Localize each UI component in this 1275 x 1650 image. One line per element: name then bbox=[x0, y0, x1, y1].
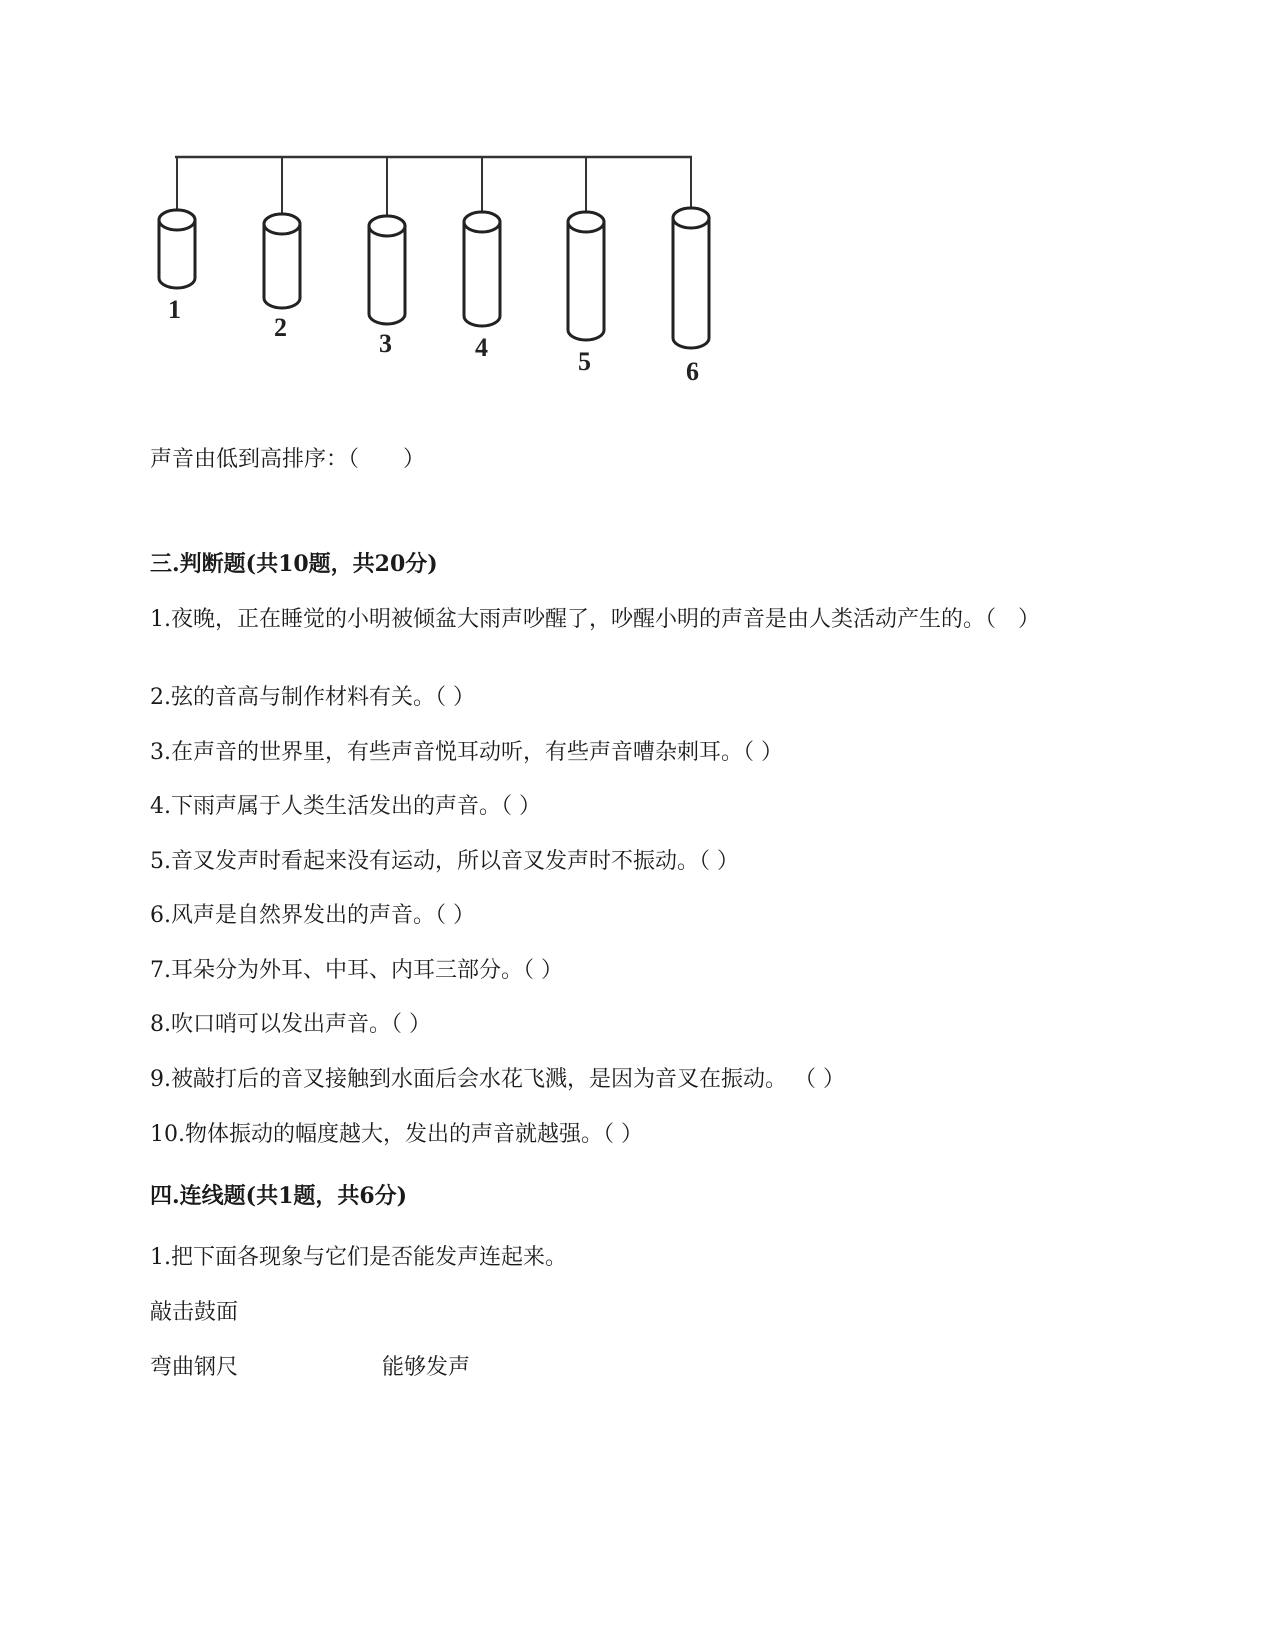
tube-label-2: 2 bbox=[274, 313, 287, 342]
tube-3 bbox=[369, 157, 405, 324]
question-item: 5.音叉发声时看起来没有运动，所以音叉发声时不振动。（ ） bbox=[150, 849, 739, 874]
question-item: 3.在声音的世界里，有些声音悦耳动听，有些声音嘈杂刺耳。（ ） bbox=[150, 740, 783, 765]
question-item: 2.弦的音高与制作材料有关。（ ） bbox=[150, 685, 475, 710]
question-item: 1.夜晚，正在睡觉的小明被倾盆大雨声吵醒了，吵醒小明的声音是由人类活动产生的。（ ） bbox=[150, 607, 1040, 632]
tubes-figure bbox=[150, 150, 750, 410]
matching-question: 1.把下面各现象与它们是否能发声连起来。 bbox=[150, 1245, 567, 1270]
matching-left-item: 敲击鼓面 bbox=[150, 1300, 239, 1325]
tube-5 bbox=[568, 157, 604, 340]
section3-title: 三.判断题(共10题，共20分) bbox=[150, 551, 438, 577]
tube-6 bbox=[673, 157, 709, 348]
question-item: 6.风声是自然界发出的声音。（ ） bbox=[150, 903, 475, 928]
question-item: 10.物体振动的幅度越大，发出的声音就越强。（ ） bbox=[150, 1122, 643, 1147]
tube-label-1: 1 bbox=[168, 295, 181, 324]
question-item: 7.耳朵分为外耳、中耳、内耳三部分。（ ） bbox=[150, 958, 563, 983]
sort-prompt: 声音由低到高排序：（ ） bbox=[150, 447, 426, 472]
tube-4 bbox=[464, 157, 500, 326]
question-item: 9.被敲打后的音叉接触到水面后会水花飞溅，是因为音叉在振动。 （ ） bbox=[150, 1067, 845, 1092]
section4-title: 四.连线题(共1题，共6分) bbox=[150, 1183, 408, 1209]
tube-1 bbox=[159, 157, 195, 288]
tube-label-3: 3 bbox=[379, 329, 392, 358]
tube-label-6: 6 bbox=[686, 357, 699, 386]
question-item: 8.吹口哨可以发出声音。（ ） bbox=[150, 1012, 431, 1037]
matching-right-item: 能够发声 bbox=[382, 1355, 471, 1380]
tube-label-5: 5 bbox=[578, 347, 591, 376]
matching-left-item: 弯曲钢尺 bbox=[150, 1355, 239, 1380]
tube-label-4: 4 bbox=[475, 333, 488, 362]
tube-2 bbox=[264, 157, 300, 308]
question-item: 4.下雨声属于人类生活发出的声音。（ ） bbox=[150, 794, 541, 819]
